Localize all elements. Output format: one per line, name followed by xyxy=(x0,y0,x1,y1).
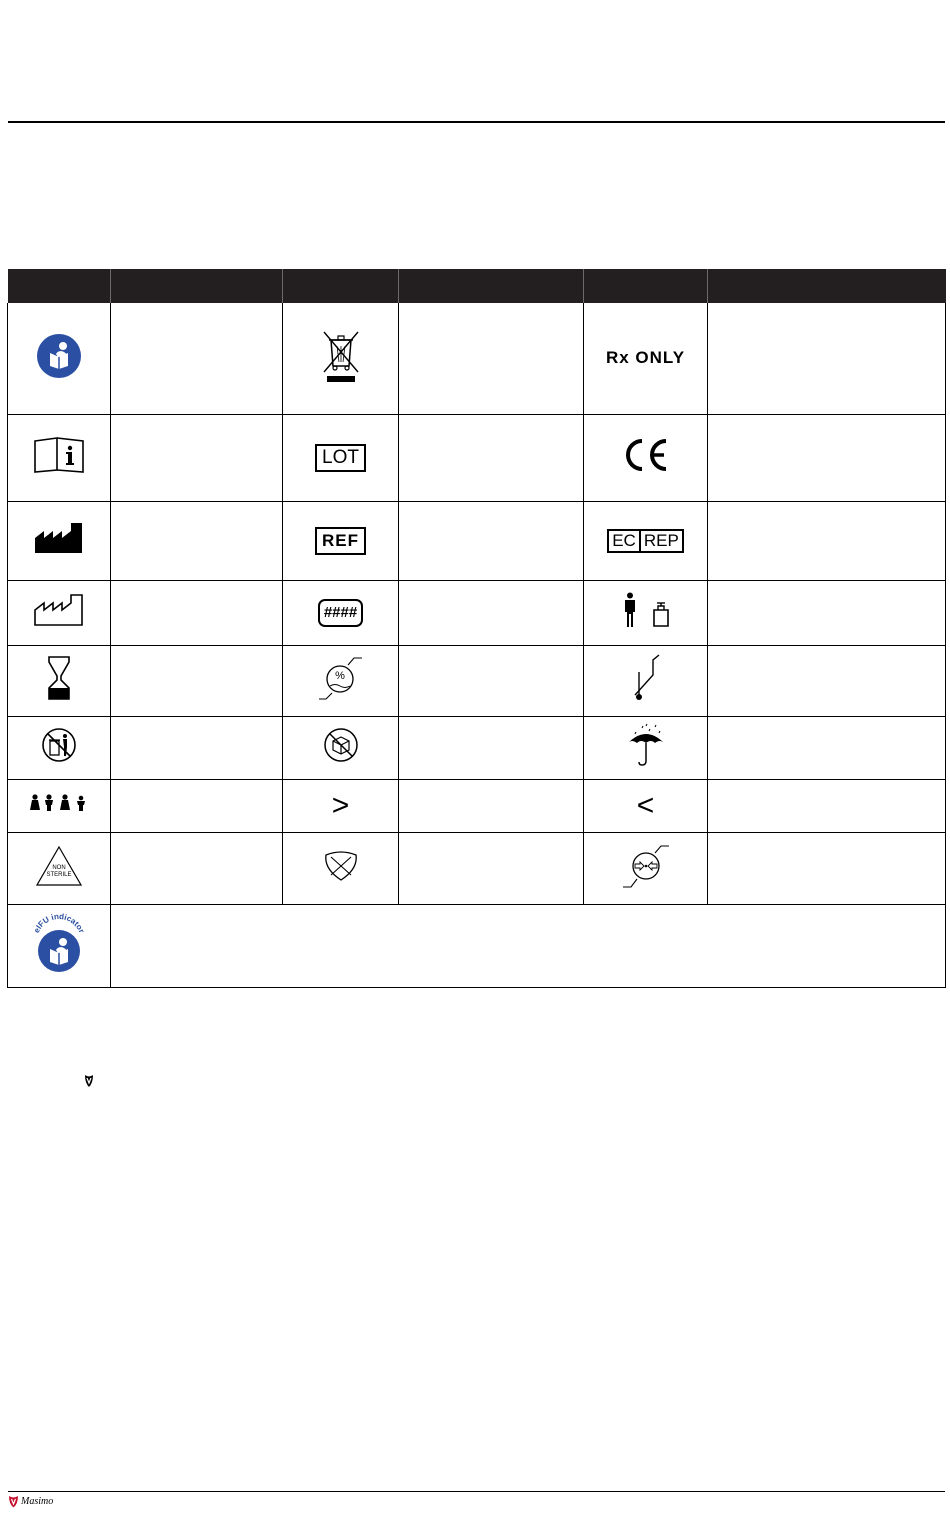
table-row xyxy=(8,580,946,645)
description-cell xyxy=(399,580,584,645)
symbol-cell xyxy=(8,501,111,580)
description-cell xyxy=(708,832,946,904)
symbol-cell xyxy=(283,779,399,832)
patient-population-icon xyxy=(29,794,89,812)
description-cell xyxy=(708,716,946,779)
header-symbol-2 xyxy=(283,269,399,303)
table-row xyxy=(8,904,946,987)
description-cell xyxy=(111,832,283,904)
description-cell xyxy=(399,716,584,779)
non-text: NON xyxy=(52,864,66,871)
symbol-cell xyxy=(283,716,399,779)
header-description-2 xyxy=(399,269,584,303)
table-row xyxy=(8,414,946,501)
ec-rep-label xyxy=(607,529,684,553)
description-cell xyxy=(111,303,283,414)
table-row xyxy=(8,832,946,904)
symbol-cell xyxy=(283,832,399,904)
masimo-mark-icon xyxy=(84,1074,94,1093)
description-cell xyxy=(708,645,946,716)
description-cell xyxy=(111,716,283,779)
consult-instructions-icon xyxy=(33,437,85,473)
symbol-cell xyxy=(283,580,399,645)
keep-dry-icon xyxy=(626,723,666,767)
footer-rule xyxy=(8,1491,945,1492)
symbol-cell xyxy=(584,645,708,716)
serial-text: #### xyxy=(323,603,358,621)
header-description-1 xyxy=(111,269,283,303)
rx-only-label: Rx ONLY xyxy=(605,348,686,368)
footer-logo xyxy=(8,1495,53,1508)
description-cell xyxy=(399,501,584,580)
ec-text: EC xyxy=(609,531,641,551)
eifu-label: eIFU indicator xyxy=(31,911,87,935)
ref-catalog-label: REF xyxy=(315,527,366,555)
symbols-table xyxy=(7,269,946,988)
header-symbol-3 xyxy=(584,269,708,303)
less-than-icon: < xyxy=(636,788,655,822)
eifu-description-cell xyxy=(111,904,946,987)
header-symbol-1 xyxy=(8,269,111,303)
header-description-3 xyxy=(708,269,946,303)
ce-mark-icon xyxy=(622,437,670,473)
greater-than-icon: > xyxy=(331,788,350,822)
description-cell xyxy=(111,779,283,832)
symbol-cell xyxy=(584,414,708,501)
pressure-limitation-icon xyxy=(621,843,671,889)
use-by-date-icon xyxy=(47,656,71,700)
description-cell xyxy=(399,645,584,716)
footer-logo-text: Masimo xyxy=(21,1496,54,1507)
eifu-indicator-icon xyxy=(29,911,89,975)
table-header-row xyxy=(8,269,946,303)
body-weight-icon xyxy=(621,592,671,628)
manufacturer-icon xyxy=(34,522,84,554)
symbol-cell xyxy=(584,832,708,904)
symbol-cell xyxy=(8,580,111,645)
follow-instructions-for-use-icon xyxy=(36,333,82,379)
table-row xyxy=(8,645,946,716)
serial-number-label xyxy=(318,599,363,627)
sterile-text: STERILE xyxy=(46,871,72,878)
description-cell xyxy=(399,779,584,832)
symbol-cell xyxy=(283,303,399,414)
date-of-manufacture-icon xyxy=(34,594,84,626)
description-cell xyxy=(708,501,946,580)
do-not-discard-icon xyxy=(41,727,77,763)
symbol-cell xyxy=(283,501,399,580)
symbol-cell xyxy=(283,645,399,716)
table-row xyxy=(8,779,946,832)
rep-text: REP xyxy=(643,530,679,550)
description-cell xyxy=(111,645,283,716)
symbol-cell xyxy=(8,832,111,904)
symbol-cell xyxy=(584,580,708,645)
top-rule xyxy=(8,121,945,123)
lot-code-label: LOT xyxy=(315,444,366,472)
description-cell xyxy=(399,303,584,414)
percent-text: % xyxy=(334,670,345,682)
table-row xyxy=(8,303,946,414)
description-cell xyxy=(708,580,946,645)
latex-free-icon xyxy=(324,851,358,881)
humidity-limitation-icon xyxy=(318,655,364,701)
symbol-cell xyxy=(584,716,708,779)
description-cell xyxy=(111,414,283,501)
symbol-cell xyxy=(8,414,111,501)
symbol-cell xyxy=(8,904,111,987)
table-row xyxy=(8,716,946,779)
description-cell xyxy=(399,414,584,501)
symbol-cell xyxy=(8,645,111,716)
description-cell xyxy=(111,580,283,645)
symbol-cell xyxy=(8,716,111,779)
masimo-logo-icon xyxy=(8,1495,19,1508)
description-cell xyxy=(708,779,946,832)
description-cell xyxy=(111,501,283,580)
symbol-cell xyxy=(584,501,708,580)
description-cell xyxy=(708,414,946,501)
description-cell xyxy=(708,303,946,414)
table-row xyxy=(8,501,946,580)
symbol-cell xyxy=(8,303,111,414)
description-cell xyxy=(399,832,584,904)
non-sterile-icon xyxy=(36,846,82,886)
symbol-cell xyxy=(283,414,399,501)
weee-disposal-icon xyxy=(321,328,361,384)
symbol-cell xyxy=(584,779,708,832)
temperature-limitation-icon xyxy=(631,654,661,702)
symbol-cell xyxy=(584,303,708,414)
do-not-use-damaged-package-icon xyxy=(323,727,359,763)
symbol-cell xyxy=(8,779,111,832)
